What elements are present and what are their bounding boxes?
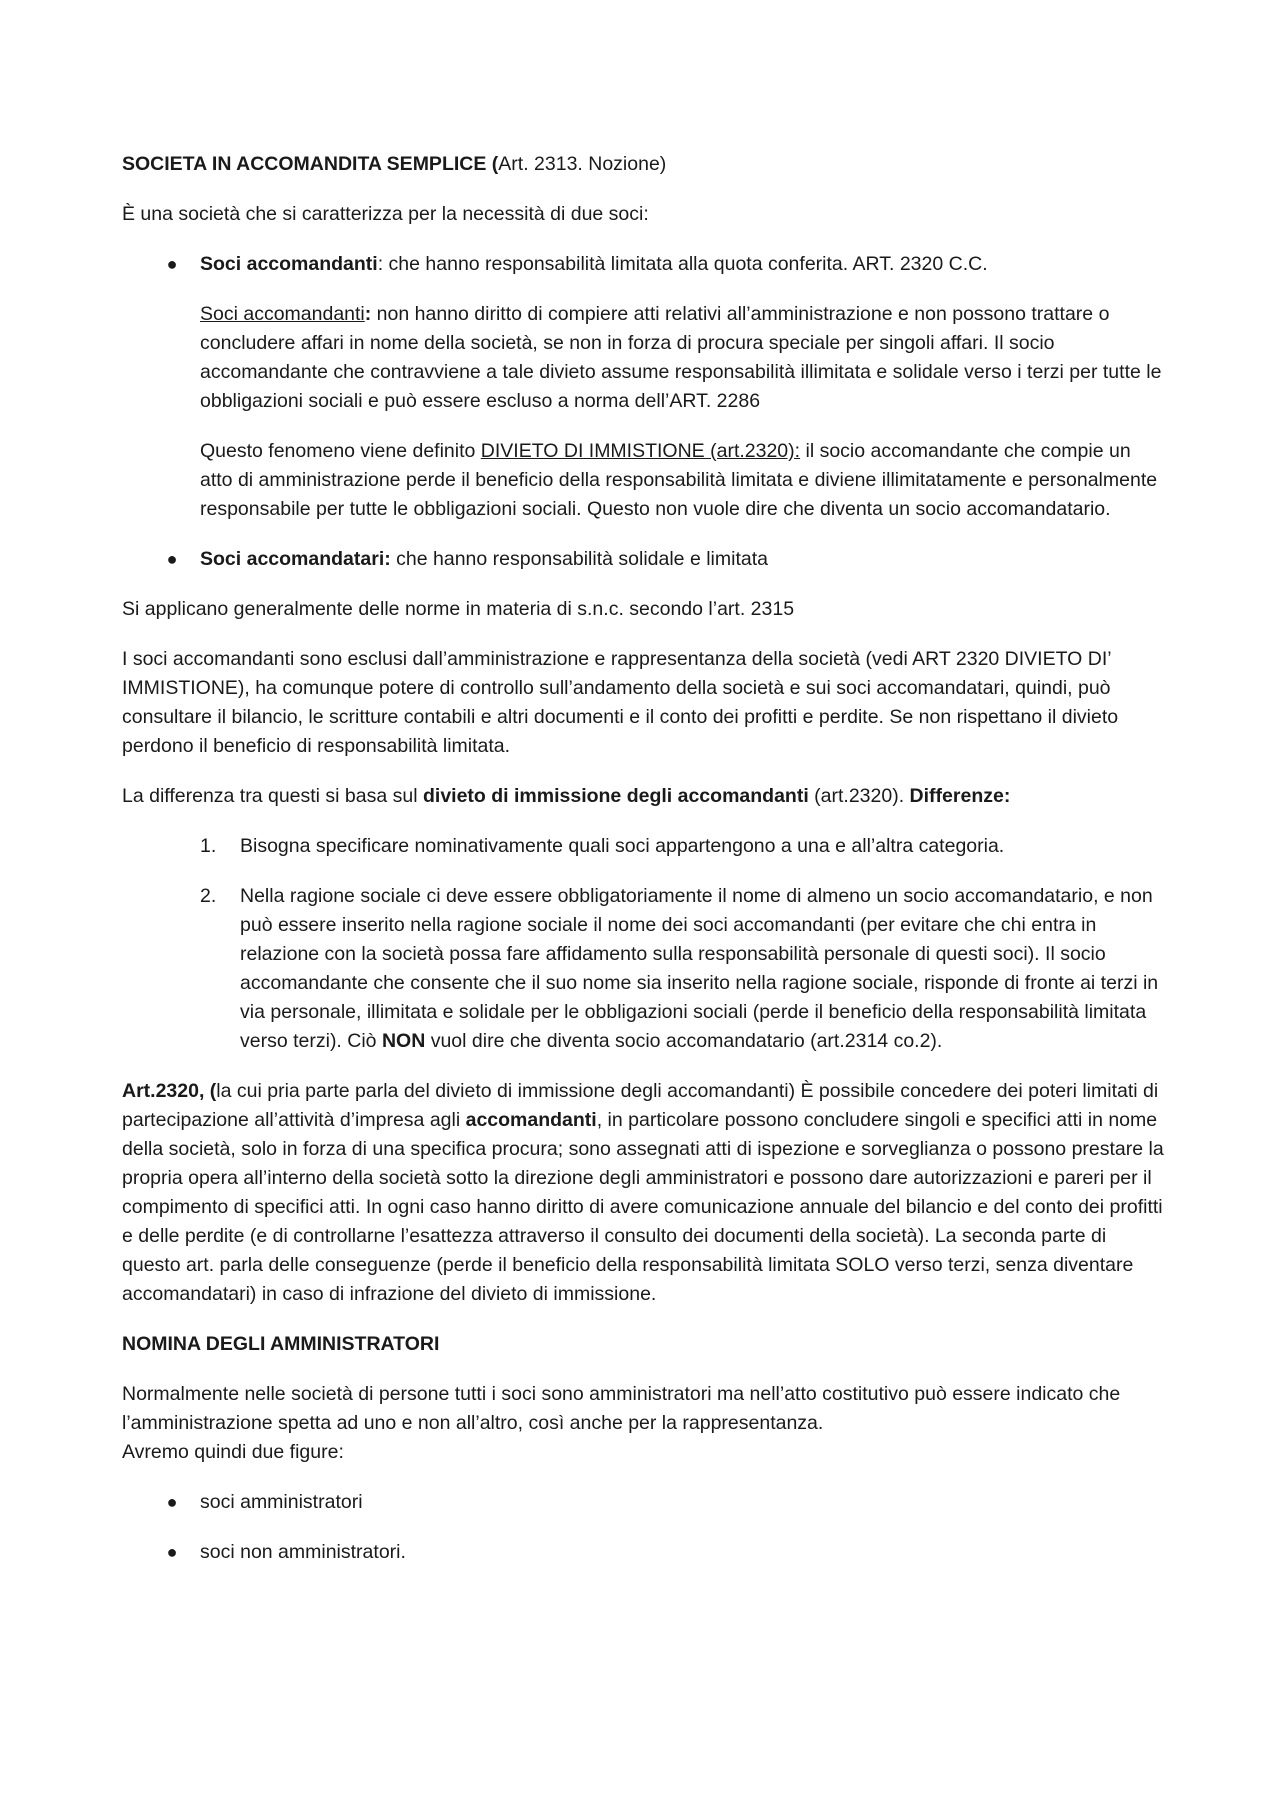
bullet-soci-non-amministratori: [166, 1538, 1167, 1567]
accomandanti-detail-colon: :: [364, 303, 372, 325]
bullet-accomandanti-text: : che hanno responsabilità limitata alla quota conferita. ART. 2320 C.C.: [377, 253, 988, 275]
differenze-label: Differenze:: [909, 785, 1011, 807]
differenza-mid: (art.2320).: [808, 785, 910, 807]
snc-paragraph: Si applicano generalmente delle norme in materia di s.n.c. secondo l’art. 2315: [122, 598, 795, 620]
bullet-accomandatari-text: che hanno responsabilità solidale e limitata: [390, 548, 768, 570]
bullet-accomandatari-term: Soci accomandatari:: [200, 548, 391, 570]
immistione-term: DIVIETO DI IMMISTIONE (art.2320):: [480, 440, 801, 462]
numbered-item-1: [200, 832, 1167, 861]
bullet-accomandanti: [166, 250, 1167, 279]
numbered-item-1-text: Bisogna specificare nominativamente quali soci appartengono a una e all’altra categoria.: [240, 835, 1005, 857]
numbered-item-2-mark: 2.: [200, 885, 217, 907]
title-bold: SOCIETA IN ACCOMANDITA SEMPLICE (: [122, 153, 499, 175]
art2320-paragraph: [122, 1077, 1167, 1309]
numbered-item-2-bold: NON: [381, 1030, 426, 1052]
immistione-paragraph: [200, 437, 1167, 524]
art2320-pre: la cui pria parte parla del divieto di immissione degli accomandanti) È possibile concedere dei poteri limitati di partecipazione all’attività d’impresa agli: [122, 1080, 1159, 1131]
nomina-line1: Normalmente nelle società di persone tutti i soci sono amministratori ma nell’atto costitutivo può essere indicato che l’amministrazione spetta ad uno e non all’altro, così anche per la rappresentanza.: [122, 1383, 1121, 1434]
bullet-accomandatari: [166, 545, 1167, 574]
art2320-accomandanti: accomandanti: [465, 1109, 597, 1131]
bullet-soci-non-amministratori-text: soci non amministratori.: [200, 1541, 406, 1563]
bullet-dot-icon: ●: [166, 254, 178, 274]
esclusione-paragraph: I soci accomandanti sono esclusi dall’amministrazione e rappresentanza della società (vedi ART 2320 DIVIETO DI’ IMMISTIONE), ha comunque potere di controllo sull’andamento della società e sui soci accomandatari, quindi, può consultare il bilancio, le scritture contabili e altri documenti e il conto dei profitti e perdite. Se non rispettano il divieto perdono il beneficio di responsabilità limitata.: [122, 648, 1119, 757]
accomandanti-detail: [200, 300, 1167, 416]
document-page: [122, 150, 1167, 1567]
bullet-soci-amministratori: [166, 1488, 1167, 1517]
bullet-soci-amministratori-text: soci amministratori: [200, 1491, 363, 1513]
nomina-line2: Avremo quindi due figure:: [122, 1441, 344, 1463]
bullet-dot-icon: ●: [166, 1542, 178, 1562]
section-heading-nomina: NOMINA DEGLI AMMINISTRATORI: [122, 1333, 440, 1355]
bullet-dot-icon: ●: [166, 1492, 178, 1512]
numbered-item-2-pre: Nella ragione sociale ci deve essere obbligatoriamente il nome di almeno un socio accomandatario, e non può essere inserito nella ragione sociale il nome dei soci accomandanti (per evitare che chi entra in relazione con la società possa fare affidamento sulla responsabilità personale di questi soci). Il socio accomandante che consente che il suo nome sia inserito nella ragione sociale, risponde di fronte ai terzi in via personale, illimitata e solidale per le obbligazioni sociali (perde il beneficio della responsabilità limitata verso terzi). Ciò: [240, 885, 1159, 1052]
document-title: [122, 150, 1167, 179]
title-normal: Art. 2313. Nozione): [498, 153, 667, 175]
differenza-paragraph: [122, 782, 1167, 811]
accomandanti-detail-term: Soci accomandanti: [200, 303, 365, 325]
accomandanti-detail-text: non hanno diritto di compiere atti relativi all’amministrazione e non possono trattare o concludere affari in nome della società, se non in forza di procura speciale per singoli affari. Il socio accomandante che contravviene a tale divieto assume responsabilità illimitata e solidale verso i terzi per tutte le obbligazioni sociali e può essere escluso a norma dell’ART. 2286: [200, 303, 1162, 412]
numbered-item-2: [200, 882, 1167, 1056]
immistione-text: il socio accomandante che compie un atto di amministrazione perde il beneficio della responsabilità limitata e diviene illimitatamente e personalmente responsabile per tutte le obbligazioni sociali. Questo non vuole dire che diventa un socio accomandatario.: [200, 440, 1158, 520]
differenza-bold: divieto di immissione degli accomandanti: [422, 785, 809, 807]
nomina-paragraph: [122, 1380, 1167, 1467]
art2320-label: Art.2320, (: [122, 1080, 217, 1102]
bullet-dot-icon: ●: [166, 549, 178, 569]
intro-paragraph: È una società che si caratterizza per la necessità di due soci:: [122, 203, 649, 225]
numbered-item-2-post: vuol dire che diventa socio accomandatario (art.2314 co.2).: [425, 1030, 943, 1052]
immistione-pre: Questo fenomeno viene definito: [200, 440, 481, 462]
art2320-post: , in particolare possono concludere singoli e specifici atti in nome della società, solo in forza di una specifica procura; sono assegnati atti di ispezione e sorveglianza o possono prestare la propria opera all’interno della società sotto la direzione degli amministratori e possono dare autorizzazioni e pareri per il compimento di specifici atti. In ogni caso hanno diritto di avere comunicazione annuale del bilancio e del conto dei profitti e delle perdite (e di controllarne l’esattezza attraverso il consulto dei documenti della società). La seconda parte di questo art. parla delle conseguenze (perde il beneficio della responsabilità limitata SOLO verso terzi, senza diventare accomandatari) in caso di infrazione del divieto di immissione.: [122, 1109, 1164, 1305]
numbered-item-1-mark: 1.: [200, 835, 217, 857]
bullet-accomandanti-term: Soci accomandanti: [200, 253, 378, 275]
differenza-pre: La differenza tra questi si basa sul: [122, 785, 423, 807]
